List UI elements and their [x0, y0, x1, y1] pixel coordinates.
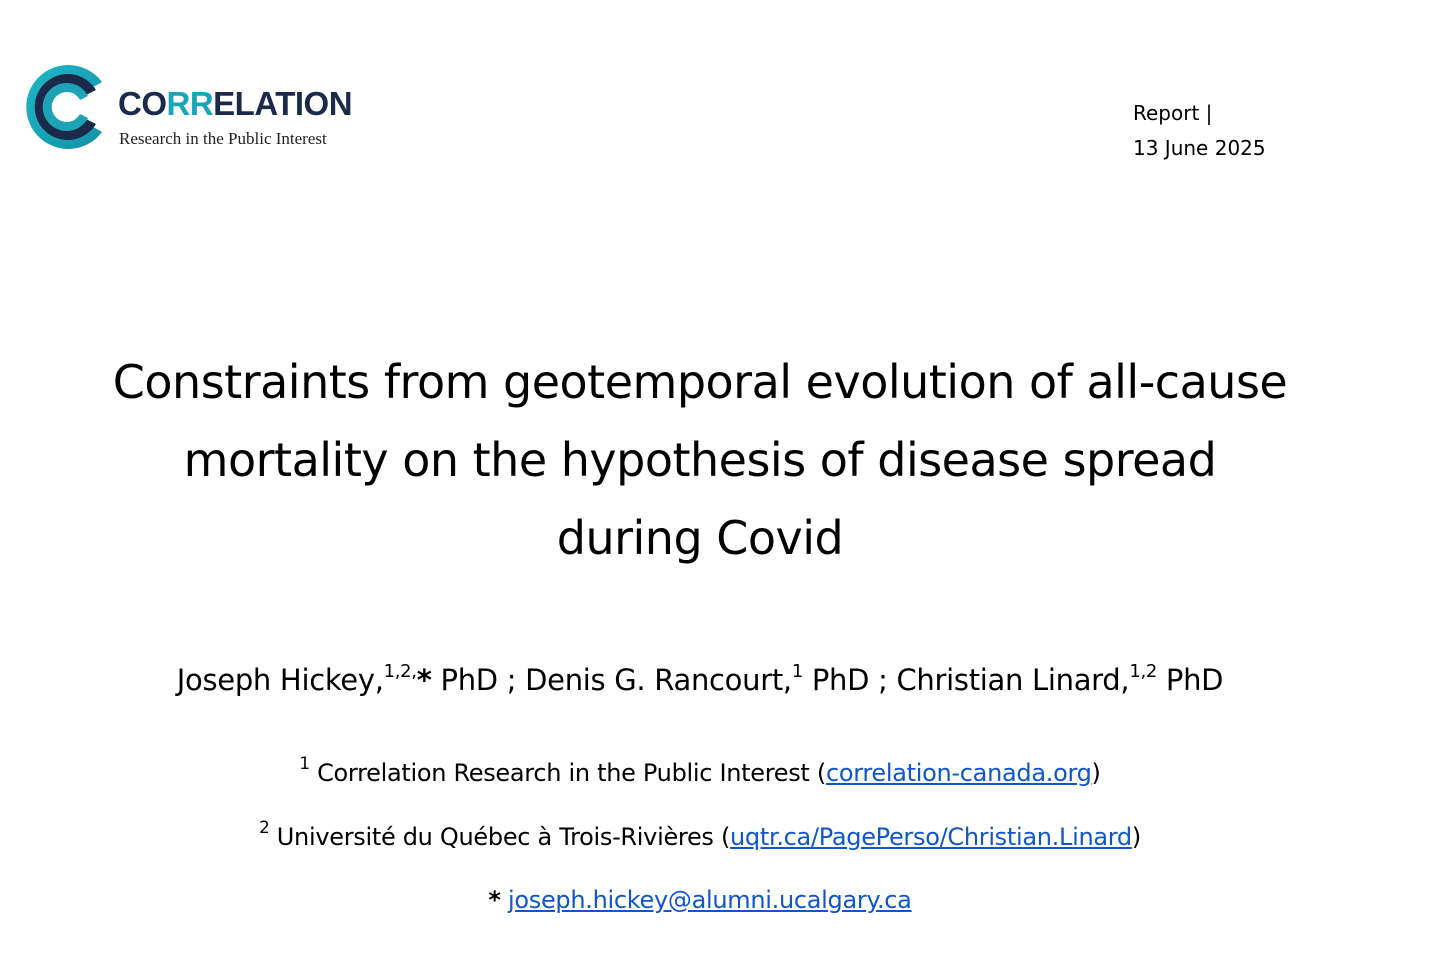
contact-email-line — [0, 884, 1400, 916]
author-name: Joseph Hickey, — [176, 663, 384, 697]
author-degree: PhD ; — [431, 663, 517, 697]
affiliation-marker: 1 — [299, 752, 310, 773]
report-type-label: Report | — [1133, 101, 1213, 125]
correlation-c-logo-icon — [18, 60, 110, 154]
author-affiliation-marker: 1 — [791, 661, 803, 683]
document-title — [0, 343, 1400, 577]
corresponding-author-marker: * — [488, 886, 501, 914]
correlation-logo — [18, 60, 398, 156]
logo-tagline: Research in the Public Interest — [119, 129, 327, 148]
contact-email-link[interactable]: joseph.hickey@alumni.ucalgary.ca — [508, 886, 912, 914]
affiliation-close: ) — [1131, 823, 1141, 851]
title-line: mortality on the hypothesis of disease spread — [183, 433, 1217, 487]
title-line: Constraints from geotemporal evolution of all-cause — [112, 355, 1288, 409]
affiliation-marker: 2 — [259, 816, 270, 837]
affiliation-text: Université du Québec à Trois-Rivières ( — [269, 823, 731, 851]
author-degree: PhD ; — [802, 663, 888, 697]
author-degree: PhD — [1157, 663, 1224, 697]
author-affiliation-marker: 1,2, — [383, 661, 417, 683]
logo-wordmark: CORRELATION — [118, 85, 353, 122]
author-name: Denis G. Rancourt, — [516, 663, 792, 697]
affiliation-link[interactable]: uqtr.ca/PagePerso/Christian.Linard — [730, 823, 1132, 851]
affiliation-text: Correlation Research in the Public Interest ( — [309, 759, 826, 787]
affiliation-close: ) — [1091, 759, 1101, 787]
author-list — [0, 660, 1400, 700]
report-meta — [1133, 96, 1266, 166]
affiliation-link[interactable]: correlation-canada.org — [825, 759, 1092, 787]
author-affiliation-marker: 1,2 — [1129, 661, 1157, 683]
affiliation-1 — [0, 752, 1400, 789]
title-line: during Covid — [556, 511, 844, 565]
corresponding-author-marker: * — [416, 663, 432, 697]
report-date: 13 June 2025 — [1133, 136, 1266, 160]
author-name: Christian Linard, — [887, 663, 1130, 697]
affiliation-2 — [0, 816, 1400, 853]
